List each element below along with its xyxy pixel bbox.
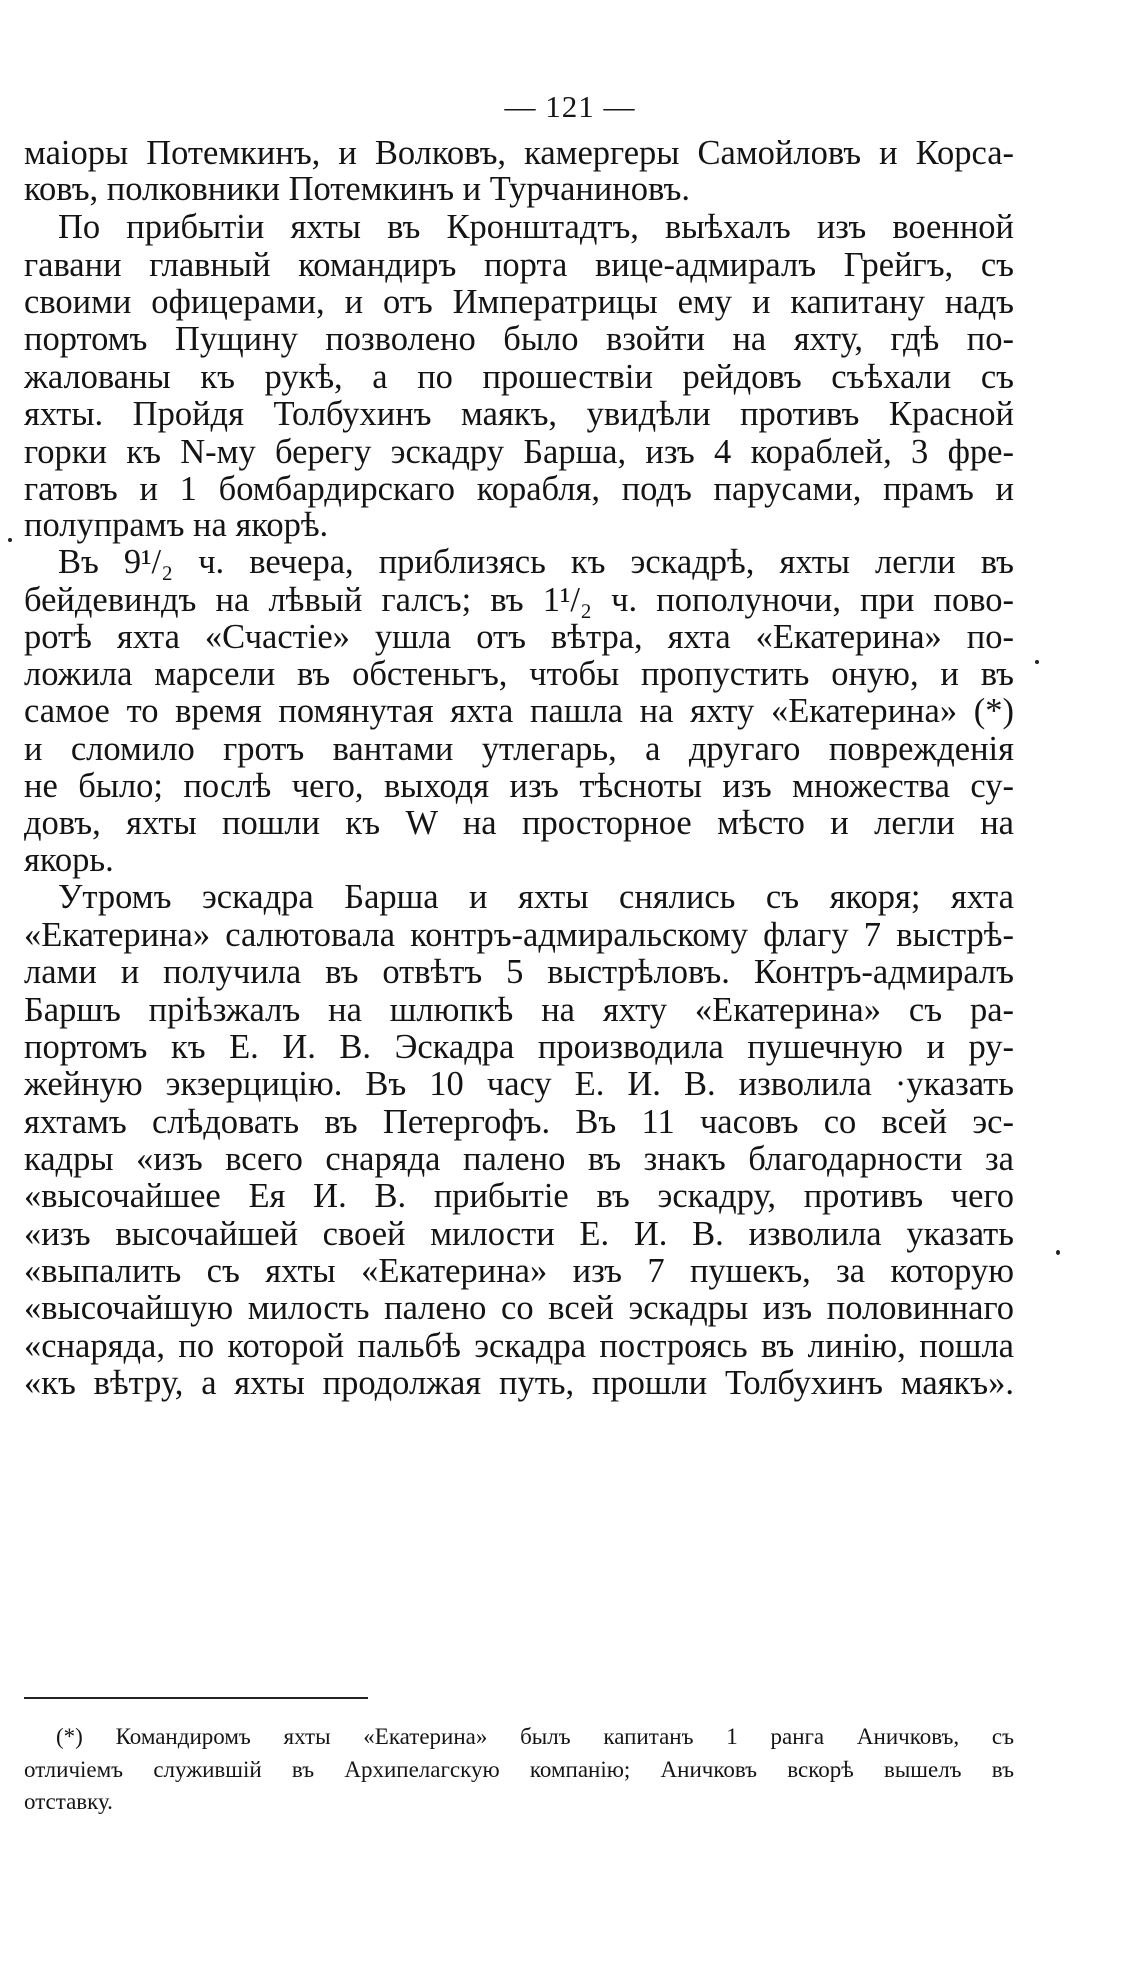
footnote-line: (*) Командиромъ яхты «Екатерина» былъ капитанъ 1 ранга Аничковъ, съ — [56, 1724, 1014, 1749]
text-line: «изъ высочайшей своей милости Е. И. В. изволила указать — [24, 1215, 1014, 1253]
text-line: гавани главный командиръ порта вице-адмиралъ Грейгъ, съ — [24, 246, 1014, 284]
footnote-line: отставку. — [24, 1789, 113, 1814]
text-line: Баршъ пріѣзжалъ на шлюпкѣ на яхту «Екатерина» съ ра- — [24, 991, 1014, 1029]
text-line: ложила марсели въ обстеньгъ, чтобы пропустить оную, и въ — [24, 655, 1014, 693]
text-line: ковъ, полковники Потемкинъ и Турчаниновъ. — [24, 170, 690, 208]
text-line: жалованы къ рукѣ, а по прошествіи рейдовъ съѣхали съ — [24, 358, 1014, 396]
text-line: лами и получила въ отвѣтъ 5 выстрѣловъ. Контръ-адмиралъ — [24, 953, 1014, 991]
print-speck — [1056, 1250, 1060, 1255]
footnote-line: отличіемъ служившій въ Архипелагскую компанію; Аничковъ вскорѣ вышелъ въ — [24, 1757, 1014, 1782]
text-line: бейдевиндъ на лѣвый галсъ; въ 1¹/₂ ч. пополуночи, при пово- — [24, 581, 1014, 619]
text-line: и сломило гротъ вантами утлегарь, а другаго поврежденія — [24, 730, 1014, 768]
text-line: «выпалить съ яхты «Екатерина» изъ 7 пушекъ, за которую — [24, 1252, 1014, 1290]
text-line: своими офицерами, и отъ Императрицы ему и капитану надъ — [24, 283, 1014, 321]
text-line: «къ вѣтру, а яхты продолжая путь, прошли Толбухинъ маякъ». — [24, 1364, 1014, 1402]
text-line: яхтамъ слѣдовать въ Петергофъ. Въ 11 часовъ со всей эс- — [24, 1103, 1014, 1141]
print-speck — [1035, 660, 1039, 664]
text-line: «высочайшее Ея И. В. прибытіе въ эскадру, противъ чего — [24, 1177, 1014, 1215]
text-line: якорь. — [24, 841, 114, 879]
text-line: довъ, яхты пошли къ W на просторное мѣсто и легли на — [24, 804, 1014, 842]
text-line: самое то время помянутая яхта пашла на яхту «Екатерина» (*) — [24, 692, 1014, 730]
text-line: «снаряда, по которой пальбѣ эскадра построясь въ линію, пошла — [24, 1327, 1014, 1365]
text-line: не было; послѣ чего, выходя изъ тѣсноты изъ множества су- — [24, 767, 1014, 805]
text-line: кадры «изъ всего снаряда палено въ знакъ благодарности за — [24, 1140, 1014, 1178]
footnote-separator — [24, 1697, 368, 1699]
text-line: портомъ Пущину позволено было взойти на яхту, гдѣ по- — [24, 320, 1014, 358]
text-line: «Екатерина» салютовала контръ-адмиральскому флагу 7 выстрѣ- — [24, 916, 1014, 954]
text-line: Утромъ эскадра Барша и яхты снялись съ якоря; яхта — [58, 878, 1014, 916]
text-line: «высочайшую милость палено со всей эскадры изъ половиннаго — [24, 1289, 1014, 1327]
text-line: По прибытіи яхты въ Кронштадтъ, выѣхалъ изъ военной — [58, 208, 1014, 246]
text-line: горки къ N-му берегу эскадру Барша, изъ 4 кораблей, 3 фре- — [24, 433, 1014, 471]
text-line: гатовъ и 1 бомбардирскаго корабля, подъ парусами, прамъ и — [24, 470, 1014, 508]
text-line: полупрамъ на якорѣ. — [24, 506, 329, 544]
page-number: — 121 — — [504, 89, 636, 124]
text-line: портомъ къ Е. И. В. Эскадра производила пушечную и ру- — [24, 1028, 1014, 1066]
print-speck — [8, 538, 12, 542]
text-line: маіоры Потемкинъ, и Волковъ, камергеры Самойловъ и Корса- — [24, 134, 1014, 172]
text-line: яхты. Пройдя Толбухинъ маякъ, увидѣли противъ Красной — [24, 395, 1014, 433]
text-line: ротѣ яхта «Счастіе» ушла отъ вѣтра, яхта «Екатерина» по- — [24, 618, 1014, 656]
text-line: Въ 9¹/₂ ч. вечера, приблизясь къ эскадрѣ, яхты легли въ — [58, 543, 1014, 581]
text-line: жейную экзерцицію. Въ 10 часу Е. И. В. изволила ·указать — [24, 1065, 1014, 1103]
